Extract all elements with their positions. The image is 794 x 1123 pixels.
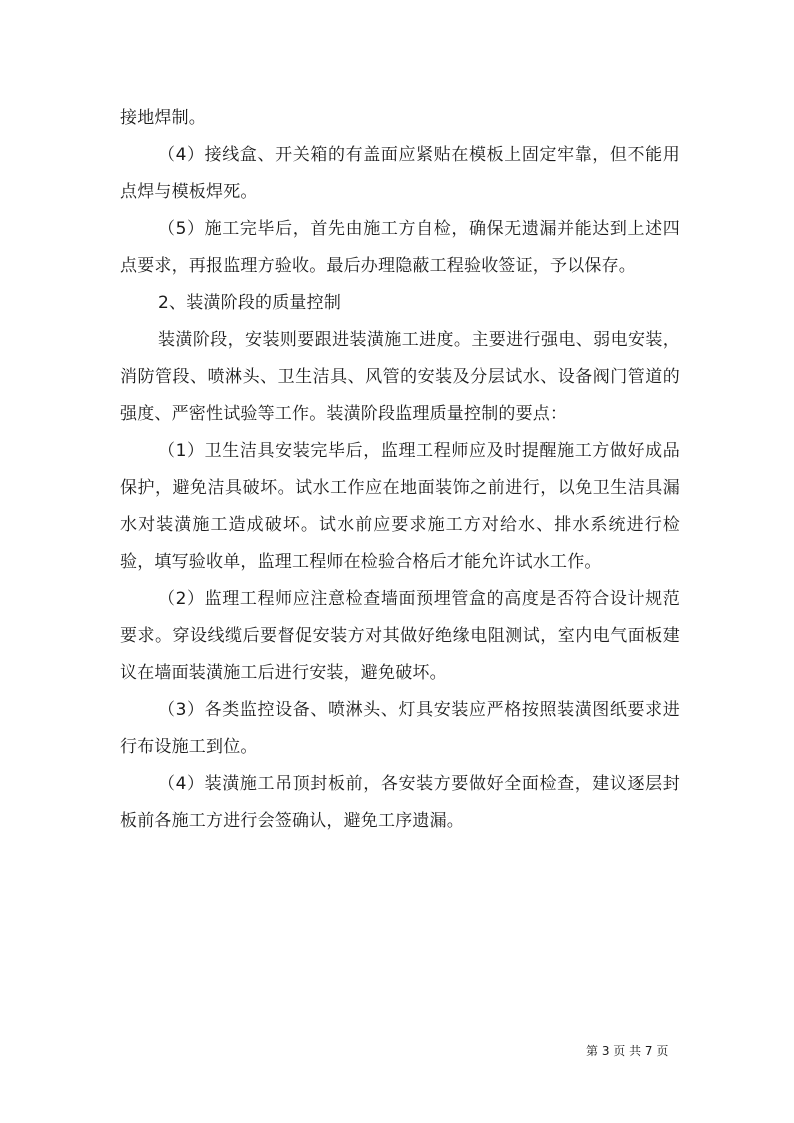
paragraph-continuation: 接地焊制。 (120, 108, 206, 128)
paragraph-item-4-junction-box: （4）接线盒、开关箱的有盖面应紧贴在模板上固定牢靠，但不能用点焊与模板焊死。 (120, 145, 680, 202)
paragraph-point-4-ceiling: （4）装潢施工吊顶封板前，各安装方要做好全面检查，建议逐层封板前各施工方进行会签确认，避免工序遗漏。 (120, 774, 680, 831)
page-number-footer: 第 3 页 共 7 页 (586, 1044, 669, 1058)
section-heading-decoration-stage: 2、装潢阶段的质量控制 (158, 293, 342, 313)
paragraph-decoration-intro: 装潢阶段，安装则要跟进装潢施工进度。主要进行强电、弱电安装，消防管段、喷淋头、卫生洁具、风管的安装及分层试水、设备阀门管道的强度、严密性试验等工作。装潢阶段监理质量控制的要点： (120, 330, 680, 424)
document-body (120, 100, 680, 840)
paragraph-point-2-wall-boxes: （2）监理工程师应注意检查墙面预埋管盒的高度是否符合设计规范要求。穿设线缆后要督促安装方对其做好绝缘电阻测试，室内电气面板建议在墙面装潢施工后进行安装，避免破坏。 (120, 589, 680, 683)
paragraph-point-3-monitoring: （3）各类监控设备、喷淋头、灯具安装应严格按照装潢图纸要求进行布设施工到位。 (120, 700, 680, 757)
paragraph-item-5-inspection: （5）施工完毕后，首先由施工方自检，确保无遗漏并能达到上述四点要求，再报监理方验收。最后办理隐蔽工程验收签证，予以保存。 (120, 219, 680, 276)
paragraph-point-1-sanitary: （1）卫生洁具安装完毕后，监理工程师应及时提醒施工方做好成品保护，避免洁具破坏。试水工作应在地面装饰之前进行，以免卫生洁具漏水对装潢施工造成破坏。试水前应要求施工方对给水、排水系统进行检验，填写验收单，监理工程师在检验合格后才能允许试水工作。 (120, 441, 680, 572)
